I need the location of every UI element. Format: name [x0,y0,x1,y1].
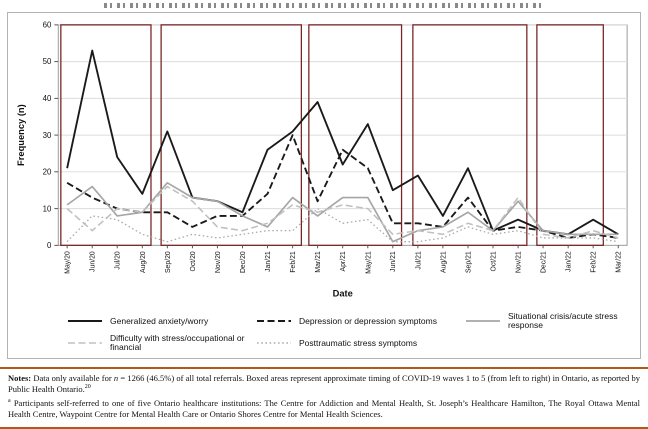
legend-line-sample-icon [256,316,292,326]
svg-text:Nov/20: Nov/20 [214,251,222,274]
svg-text:Jun/21: Jun/21 [390,251,398,272]
legend-label: Situational crisis/acute stress response [508,311,618,330]
svg-text:Jun/20: Jun/20 [89,251,97,272]
svg-text:Jan/22: Jan/22 [565,251,573,272]
legend-label: Posttraumatic stress symptoms [299,337,418,348]
footnote-text [8,398,640,420]
svg-text:Jan/21: Jan/21 [264,251,272,272]
legend-label: Depression or depression symptoms [299,315,437,326]
svg-text:Frequency (n): Frequency (n) [15,104,26,166]
footnote-marker: a [8,398,11,405]
legend-item [67,312,252,329]
svg-text:30: 30 [42,130,52,140]
svg-text:10: 10 [42,204,52,214]
svg-text:Mar/21: Mar/21 [315,251,323,273]
chart-legend [13,308,635,353]
notes-block [0,369,648,425]
svg-text:Dec/20: Dec/20 [239,251,247,274]
svg-text:Date: Date [332,288,353,299]
legend-item [465,312,631,329]
svg-text:0: 0 [47,240,52,250]
cropped-caption-remnant [104,3,545,8]
svg-text:May/20: May/20 [64,251,72,274]
svg-text:Aug/20: Aug/20 [139,251,147,274]
notes-text-part2: = 1266 (46.5%) of all total referrals. Boxed areas represent approximate timing of COVID-19 waves 1 to 5 (from left to right) in Ontario, as reported by Public Health Ontario. [8,373,640,395]
svg-text:Jul/20: Jul/20 [114,251,122,270]
notes-citation-superscript: 20 [84,384,91,391]
svg-text:Oct/21: Oct/21 [490,251,498,272]
line-chart [13,17,635,308]
legend-line-sample-icon [256,338,292,348]
svg-text:May/21: May/21 [365,251,373,274]
notes-n-symbol: n [113,373,119,384]
legend-label: Difficulty with stress/occupational or financial [110,333,245,352]
svg-text:Feb/21: Feb/21 [290,251,298,273]
svg-text:20: 20 [42,167,52,177]
svg-text:40: 40 [42,94,52,104]
svg-text:Sep/20: Sep/20 [164,251,172,274]
notes-text [8,373,640,395]
notes-text-part1: Data only available for [31,373,114,384]
legend-item [256,312,461,329]
svg-text:50: 50 [42,57,52,67]
svg-text:Feb/22: Feb/22 [590,251,598,273]
figure-panel [7,12,641,359]
svg-text:Apr/21: Apr/21 [340,251,348,272]
legend-label: Generalized anxiety/worry [110,315,209,326]
legend-item [67,334,252,351]
svg-text:Nov/21: Nov/21 [515,251,523,274]
svg-text:60: 60 [42,20,52,30]
notes-label: Notes: [8,373,32,384]
svg-text:Jul/21: Jul/21 [415,251,423,270]
chart-svg [13,17,635,308]
legend-line-sample-icon [67,338,103,348]
footnote-body: Participants self-referred to one of five Ontario healthcare institutions: The Centre for Addiction and Mental Health, St. Joseph’s Healthcare Hamilton, The Royal Ottawa Mental Health Centre, Waypoint Centre for Mental Health Care or Ontario Shores Centre for Mental Health Sciences. [8,398,640,420]
legend-item [256,334,461,351]
svg-text:Sep/21: Sep/21 [465,251,473,274]
svg-text:Dec/21: Dec/21 [540,251,548,274]
svg-text:Mar/22: Mar/22 [615,251,623,273]
legend-line-sample-icon [465,316,501,326]
svg-text:Oct/20: Oct/20 [189,251,197,272]
svg-text:Aug/21: Aug/21 [440,251,448,274]
legend-line-sample-icon [67,316,103,326]
